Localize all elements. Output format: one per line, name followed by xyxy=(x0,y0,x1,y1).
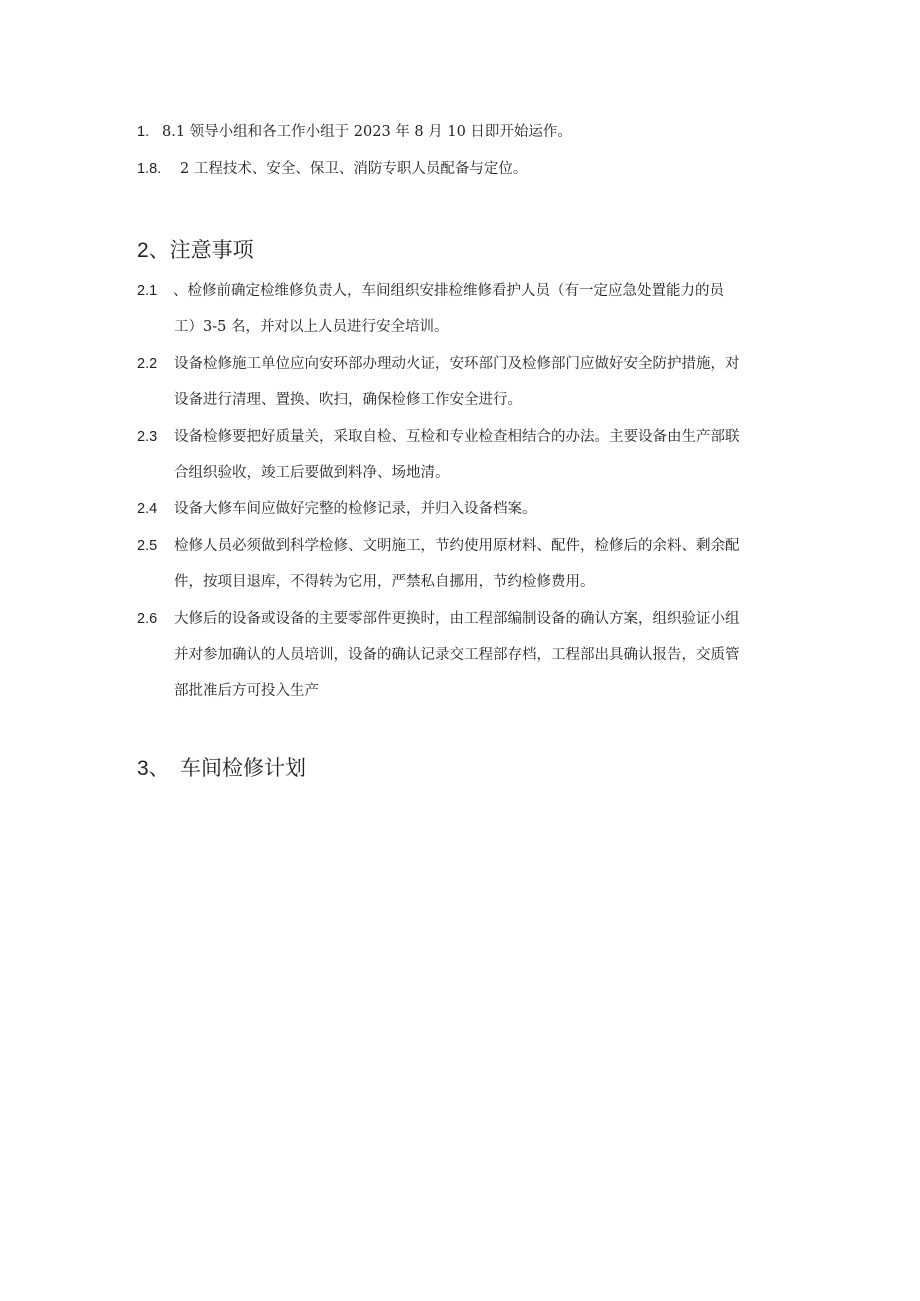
item-2-6-line-1: 大修后的设备或设备的主要零部件更换时，由工程部编制设备的确认方案，组织验证小组 xyxy=(174,611,740,627)
section-3-heading-number-text: 3、 xyxy=(137,757,170,780)
section-3-heading-number xyxy=(137,754,170,783)
item-2-1-line-2: 工）3-5 名，并对以上人员进行安全培训。 xyxy=(174,319,449,335)
item-2-2-line-1: 设备检修施工单位应向安环部办理动火证，安环部门及检修部门应做好安全防护措施，对 xyxy=(174,356,740,372)
item-2-6-line-3: 部批准后方可投入生产 xyxy=(174,683,319,699)
item-2-5-line-1: 检修人员必须做到科学检修、文明施工，节约使用原材料、配件，检修后的余料、剩余配 xyxy=(174,538,740,554)
item-2-5-line-2: 件，按项目退库，不得转为它用，严禁私自挪用，节约检修费用。 xyxy=(174,574,595,590)
item-2-3-line-1: 设备检修要把好质量关，采取自检、互检和专业检查相结合的办法。主要设备由生产部联 xyxy=(174,429,740,445)
section-2-heading-number: 2 xyxy=(137,239,149,262)
intro-item-2-number: 1.8. xyxy=(137,161,162,177)
section-2-heading-text: 、注意事项 xyxy=(148,238,254,262)
item-2-6-number: 2.6 xyxy=(137,611,158,627)
intro-item-2-text: 2 工程技术、安全、保卫、消防专职人员配备与定位。 xyxy=(180,161,528,177)
item-2-4-number: 2.4 xyxy=(137,501,158,517)
item-2-2-line-2: 设备进行清理、置换、吹扫，确保检修工作安全进行。 xyxy=(174,392,522,408)
item-2-3-number: 2.3 xyxy=(137,429,158,445)
item-2-1-line-1: 、检修前确定检维修负责人，车间组织安排检维修看护人员（有一定应急处置能力的员 xyxy=(173,283,724,299)
item-2-5-number: 2.5 xyxy=(137,538,158,554)
intro-item-1-number: 1. xyxy=(137,124,150,140)
item-2-2-number: 2.2 xyxy=(137,356,158,372)
section-2-heading xyxy=(137,236,254,265)
item-2-4-line-1: 设备大修车间应做好完整的检修记录，并归入设备档案。 xyxy=(174,501,537,517)
item-2-1-number: 2.1 xyxy=(137,283,158,299)
item-2-3-line-2: 合组织验收，竣工后要做到料净、场地清。 xyxy=(174,465,450,481)
intro-item-1-text: 8.1 领导小组和各工作小组于 2023 年 8 月 10 日即开始运作。 xyxy=(162,124,572,140)
item-2-6-line-2: 并对参加确认的人员培训，设备的确认记录交工程部存档，工程部出具确认报告，交质管 xyxy=(174,647,740,663)
section-3-heading-text: 车间检修计划 xyxy=(180,756,306,780)
